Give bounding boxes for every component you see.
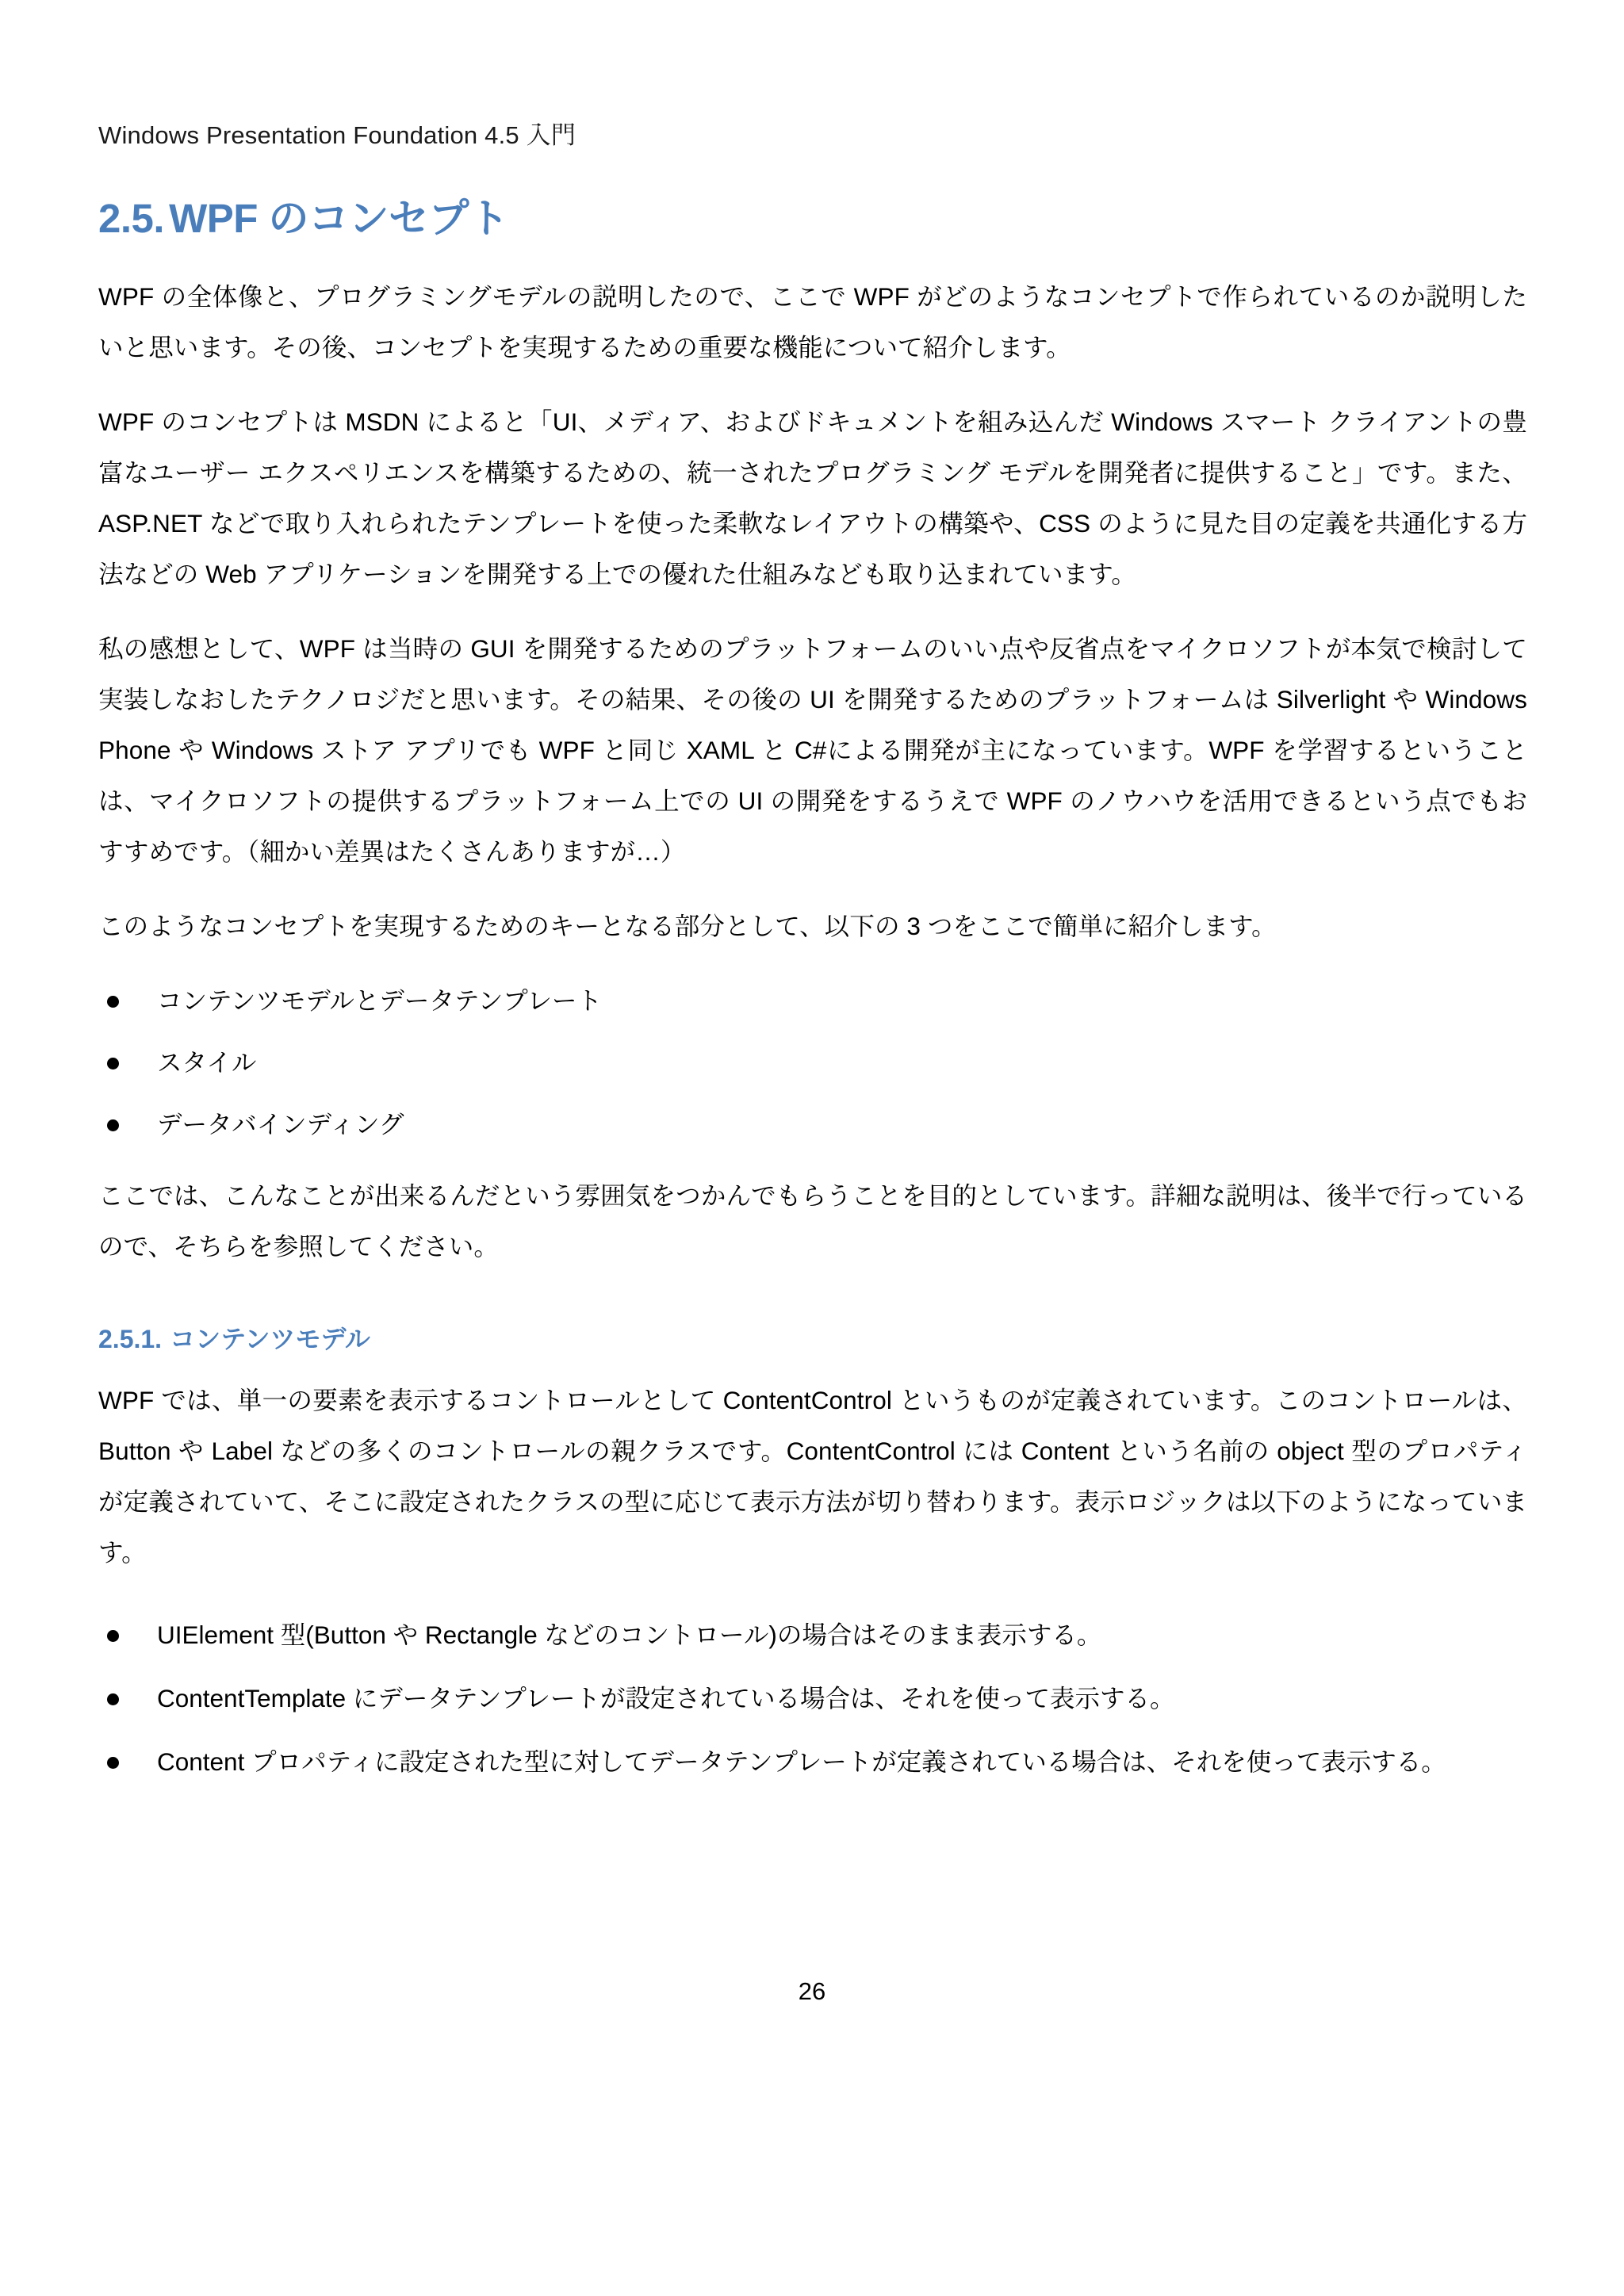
paragraph-3: 私の感想として、WPF は当時の GUI を開発するためのプラットフォームのいい点や反省点をマイクロソフトが本気で検討して実装しなおしたテクノロジだと思います。その結果、その後の UI を開発するためのプラットフォームは Silverlight や Windows Phone や Windows ストア アプリでも WPF と同じ XAML と C#による開発が主になっています。WPF を学習するということは、マイクロソフトの提供するプラットフォーム上での UI の開発をするうえで WPF のノウハウを活用できるという点でもおすすめです。（細かい差異はたくさんありますが…）	[98, 633, 1527, 866]
bullet-dot-icon	[107, 1757, 119, 1769]
list-item-label: ContentTemplate にデータテンプレートが設定されている場合は、それを使って表示する。	[157, 1684, 1175, 1713]
running-header: Windows Presentation Foundation 4.5 入門	[98, 121, 576, 149]
bullet-dot-icon	[107, 1630, 119, 1642]
list-item	[98, 1099, 1527, 1150]
list-item	[98, 1673, 1527, 1724]
list-item	[98, 1736, 1527, 1787]
section-heading-2-5	[98, 196, 1527, 243]
bullet-dot-icon	[107, 1119, 119, 1131]
page-number: 26	[798, 1977, 826, 2005]
section-heading-2-5-title: WPF のコンセプト	[169, 196, 509, 242]
list-item-label: データバインディング	[157, 1109, 404, 1138]
paragraph-2: WPF のコンセプトは MSDN によると「UI、メディア、およびドキュメントを組み込んだ Windows スマート クライアントの豊富なユーザー エクスペリエンスを構築するための、統一されたプログラミング モデルを開発者に提供すること」です。また、ASP.NET などで取り入れられたテンプレートを使った柔軟なレイアウトの構築や、CSS のように見た目の定義を共通化する方法などの Web アプリケーションを開発する上での優れた仕組みなども取り込まれています。	[98, 407, 1527, 588]
paragraph-1: WPF の全体像と、プログラミングモデルの説明したので、ここで WPF がどのようなコンセプトで作られているのか説明したいと思います。その後、コンセプトを実現するための重要な機能について紹介します。	[98, 281, 1527, 362]
paragraph-5: ここでは、こんなことが出来るんだという雰囲気をつかんでもらうことを目的としています。詳細な説明は、後半で行っているので、そちらを参照してください。	[98, 1181, 1527, 1261]
list-item-label: UIElement 型(Button や Rectangle などのコントロール)の場合はそのまま表示する。	[157, 1621, 1102, 1650]
list-item	[98, 1609, 1527, 1660]
paragraph-6: WPF では、単一の要素を表示するコントロールとして ContentControl というものが定義されています。このコントロールは、Button や Label などの多くのコントロールの親クラスです。ContentControl には Content という名前の object 型のプロパティが定義されていて、そこに設定されたクラスの型に応じて表示方法が切り替わります。表示ロジックは以下のようになっています。	[98, 1386, 1527, 1567]
list-item-label: Content プロパティに設定された型に対してデータテンプレートが定義されている場合は、それを使って表示する。	[157, 1747, 1446, 1777]
section-heading-2-5-1-number: 2.5.1.	[98, 1324, 163, 1353]
page-content	[98, 0, 1527, 1800]
section-heading-2-5-1	[98, 1324, 1527, 1354]
list-item-label: スタイル	[157, 1047, 257, 1077]
section-heading-2-5-1-title: コンテンツモデル	[170, 1324, 370, 1353]
list-item	[98, 975, 1527, 1026]
section-heading-2-5-number: 2.5.	[98, 196, 165, 242]
bullet-dot-icon	[107, 1058, 119, 1070]
display-logic-list	[98, 1609, 1527, 1787]
bullet-dot-icon	[107, 996, 119, 1008]
list-item	[98, 1037, 1527, 1088]
paragraph-4: このようなコンセプトを実現するためのキーとなる部分として、以下の 3 つをここで簡単に紹介します。	[98, 911, 1277, 940]
bullet-dot-icon	[107, 1693, 119, 1705]
list-item-label: コンテンツモデルとデータテンプレート	[157, 985, 603, 1015]
concepts-list	[98, 975, 1527, 1150]
